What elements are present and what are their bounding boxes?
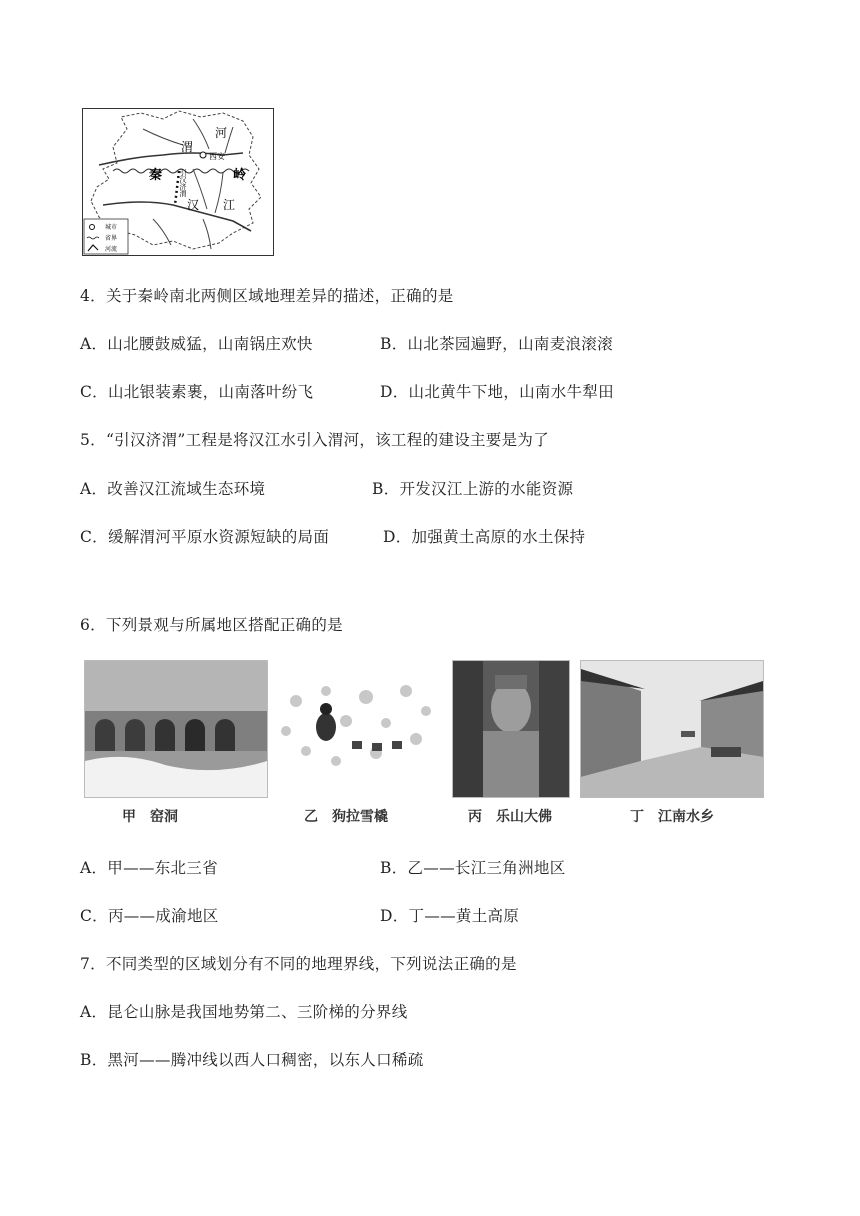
qinling-map bbox=[82, 108, 274, 256]
label-he: 河 bbox=[215, 126, 228, 140]
q5-option-c[interactable]: C．缓解渭河平原水资源短缺的局面 bbox=[80, 528, 330, 546]
label-wei: 渭 bbox=[181, 140, 194, 154]
label-han: 汉 bbox=[187, 198, 200, 212]
q6-option-c[interactable]: C．丙——成渝地区 bbox=[80, 907, 219, 925]
q4-option-a[interactable]: A．山北腰鼓威猛，山南锅庄欢快 bbox=[80, 335, 313, 353]
dog-sled-image bbox=[276, 661, 440, 797]
q6-option-a[interactable]: A．甲——东北三省 bbox=[80, 859, 218, 877]
q4-option-b[interactable]: B．山北茶园遍野，山南麦浪滚滚 bbox=[380, 335, 613, 353]
caption-yi: 乙 狗拉雪橇 bbox=[304, 809, 388, 825]
q6-option-d[interactable]: D．丁——黄土高原 bbox=[380, 907, 520, 925]
q7-option-b[interactable]: B．黑河——腾冲线以西人口稠密，以东人口稀疏 bbox=[80, 1051, 424, 1069]
map-drawing bbox=[83, 109, 273, 255]
q4-stem: 4．关于秦岭南北两侧区域地理差异的描述，正确的是 bbox=[80, 287, 454, 305]
q7-stem: 7．不同类型的区域划分有不同的地理界线，下列说法正确的是 bbox=[80, 955, 517, 973]
q5-option-a[interactable]: A．改善汉江流域生态环境 bbox=[80, 480, 266, 498]
q5-stem: 5．“引汉济渭”工程是将汉江水引入渭河，该工程的建设主要是为了 bbox=[80, 431, 550, 449]
q6-stem: 6．下列景观与所属地区搭配正确的是 bbox=[80, 616, 343, 634]
water-town-image bbox=[581, 661, 763, 797]
photo-yaodong bbox=[84, 660, 268, 798]
caption-bing: 丙 乐山大佛 bbox=[468, 809, 552, 825]
legend-border: 省界 bbox=[105, 235, 118, 242]
leshan-buddha-image bbox=[453, 661, 569, 797]
q7-option-a[interactable]: A．昆仑山脉是我国地势第二、三阶梯的分界线 bbox=[80, 1003, 408, 1021]
legend-river: 河流 bbox=[105, 246, 118, 253]
photo-leshan-buddha bbox=[452, 660, 570, 798]
label-project: 引汉济渭 bbox=[179, 169, 187, 197]
legend-city: 城市 bbox=[105, 224, 118, 231]
q4-option-c[interactable]: C．山北银装素裹，山南落叶纷飞 bbox=[80, 383, 314, 401]
caption-jia: 甲 窑洞 bbox=[122, 809, 178, 825]
q4-option-d[interactable]: D．山北黄牛下地，山南水牛犁田 bbox=[380, 383, 614, 401]
photo-jiangnan-water-town bbox=[580, 660, 764, 798]
label-xian: 西安 bbox=[209, 152, 225, 161]
caption-ding: 丁 江南水乡 bbox=[630, 809, 714, 825]
photo-dog-sled bbox=[275, 660, 441, 798]
xian-city-icon bbox=[200, 152, 206, 158]
q6-option-b[interactable]: B．乙——长江三角洲地区 bbox=[380, 859, 566, 877]
label-qin: 秦 bbox=[149, 167, 163, 182]
label-jiang: 江 bbox=[223, 198, 236, 212]
label-ling: 岭 bbox=[233, 167, 247, 182]
yaodong-image bbox=[85, 661, 267, 797]
q5-option-d[interactable]: D．加强黄土高原的水土保持 bbox=[383, 528, 586, 546]
q5-option-b[interactable]: B．开发汉江上游的水能资源 bbox=[372, 480, 574, 498]
